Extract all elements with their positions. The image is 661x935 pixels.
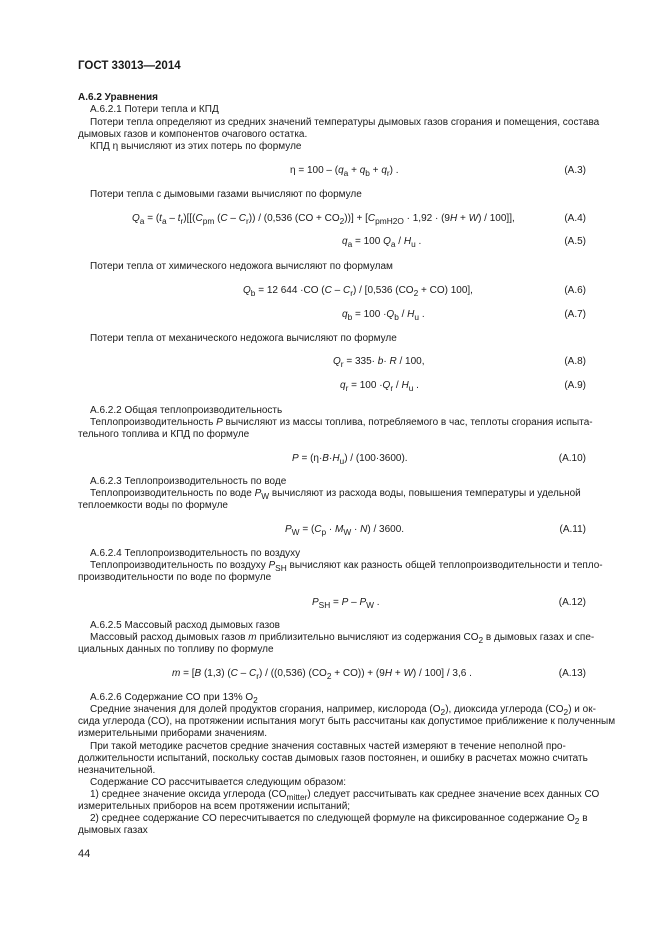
- equation: $\eta = 100 - (q_a + q_b + q_r)$ .: [290, 165, 399, 178]
- subsection-heading: А.6.2.1 Потери тепла и КПД: [90, 104, 219, 115]
- paragraph-line: Массовый расход дымовых газов m приблизительно вычисляют из содержания $CO_2$ в дымовых газах и спе-: [90, 632, 595, 645]
- list-item: 2) среднее содержание СО пересчитывается по следующей формуле на фиксированное содержание $O_2$ в: [90, 813, 588, 826]
- equation-number: (А.11): [559, 524, 586, 535]
- subsection-heading: А.6.2.6 Содержание СО при 13% $O_2$: [90, 692, 258, 705]
- equation-number: (А.6): [564, 285, 586, 296]
- subsection-heading: А.6.2.3 Теплопроизводительность по воде: [90, 476, 287, 487]
- paragraph-line: сида углерода (CO), на протяжении испытания могут быть рассчитаны как допустимое приближение к полученным: [78, 716, 616, 727]
- section-heading: А.6.2 Уравнения: [78, 92, 158, 103]
- equation: $P_{SH} = P - P_W$ .: [312, 597, 380, 610]
- paragraph-line: Средние значения для долей продуктов сгорания, например, кислорода $(O_2)$, диоксида углерода $(CO_2)$ и ок-: [90, 704, 596, 717]
- equation-number: (А.9): [564, 380, 586, 391]
- paragraph-line: Потери тепла от химического недожога вычисляют по формулам: [90, 261, 393, 272]
- paragraph-line: Содержание СО рассчитывается следующим образом:: [90, 777, 346, 788]
- paragraph-line: КПД η вычисляют из этих потерь по формуле: [90, 141, 302, 152]
- equation-number: (А.8): [564, 356, 586, 367]
- equation-number: (А.5): [564, 236, 586, 247]
- paragraph-line: должительности испытаний, поскольку состав дымовых газов постоянен, и ошибку в расчетах можно считать: [78, 753, 588, 764]
- paragraph-line: теплоемкости воды по формуле: [78, 500, 228, 511]
- equation: $q_r = 100 \cdot Q_r / H_u$ .: [340, 380, 419, 393]
- paragraph-line: При такой методике расчетов средние значения составных частей измеряют в течение неполной про-: [90, 741, 566, 752]
- equation-number: (А.13): [558, 668, 586, 679]
- equation: $Q_r = 335\cdot b\cdot R / 100$,: [333, 356, 425, 369]
- paragraph-line: Потери тепла с дымовыми газами вычисляют по формуле: [90, 189, 362, 200]
- paragraph-line: Теплопроизводительность по воздуху $P_{SH}$ вычисляют как разность общей теплопроизводительности и тепло-: [90, 560, 603, 573]
- paragraph-line: Теплопроизводительность по воде $P_W$ вычисляют из расхода воды, повышения температуры и удельной: [90, 488, 581, 501]
- equation: $q_a = 100$ $Q_a / H_u$ .: [342, 236, 422, 249]
- paragraph-line: циальных данных по топливу по формуле: [78, 644, 274, 655]
- list-item: 1) среднее значение оксида углерода $(CO_{mitter})$ следует рассчитывать как среднее значение всех данных СО: [90, 789, 600, 802]
- document-header: ГОСТ 33013—2014: [78, 60, 181, 72]
- subsection-heading: А.6.2.5 Массовый расход дымовых газов: [90, 620, 280, 631]
- equation-number: (А.4): [564, 213, 586, 224]
- equation: $P = (\eta\cdot B\cdot H_u) / (100\cdot 3600)$.: [292, 453, 408, 466]
- equation-number: (А.10): [558, 453, 586, 464]
- paragraph-line: незначительной.: [78, 765, 156, 776]
- subsection-heading: А.6.2.2 Общая теплопроизводительность: [90, 405, 283, 416]
- equation-number: (А.7): [564, 309, 586, 320]
- paragraph-line: тельного топлива и КПД по формуле: [78, 429, 250, 440]
- page-number: 44: [78, 848, 91, 860]
- paragraph-line: производительности по воде по формуле: [78, 572, 272, 583]
- equation: $q_b = 100 \cdot Q_b / H_u$ .: [342, 309, 425, 322]
- subsection-heading: А.6.2.4 Теплопроизводительность по воздуху: [90, 548, 301, 559]
- paragraph-line: Потери тепла от механического недожога вычисляют по формуле: [90, 333, 397, 344]
- equation-number: (А.3): [564, 165, 586, 176]
- paragraph-line: дымовых газов и компонентов очагового остатка.: [78, 129, 308, 140]
- list-item: дымовых газах: [78, 825, 148, 836]
- paragraph-line: измерительными приборами значениям.: [78, 728, 268, 739]
- equation: $Q_a = (t_a - t_r)[[(C_{pm}$ $(C - C_r)) / (0,536$ $(CO + CO_2))] + [C_{pmH2O} \cdot 1,92 \cdot (9H + W) / 100]$],: [132, 213, 515, 226]
- equation-number: (А.12): [558, 597, 586, 608]
- list-item: измерительных приборов на всем протяжении испытаний;: [78, 801, 351, 812]
- equation: $Q_b = 12$ 644 ·CO $(C - C_r) / [0,536$ $(CO_2 + CO)$ 100],: [243, 285, 473, 298]
- paragraph-line: Потери тепла определяют из средних значений температуры дымовых газов сгорания и помещения, состава: [90, 117, 600, 128]
- equation: $P_W = (C_p \cdot M_W \cdot N) / 3600$.: [285, 524, 405, 537]
- equation: m = [B (1,3) $(C - C_r) / ((0,536) (CO_2 + CO)) + (9H + W) / 100] / 3,6$ .: [172, 668, 472, 681]
- paragraph-line: Теплопроизводительность P вычисляют из массы топлива, потребляемого в час, теплоты сгорания испыта-: [90, 417, 593, 428]
